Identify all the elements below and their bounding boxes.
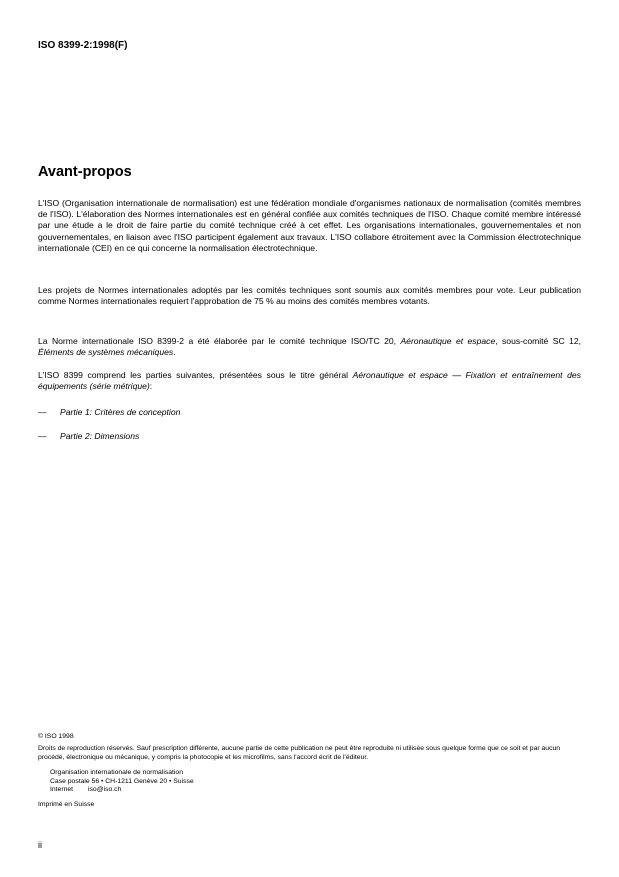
- list-dash: —: [38, 407, 47, 417]
- document-id: ISO 8399-2:1998(F): [38, 40, 128, 51]
- paragraph-text: :: [149, 381, 153, 392]
- page-number: ii: [38, 840, 42, 850]
- foreword-paragraph-2: Les projets de Normes internationales adoptés par les comités techniques sont soumis aux comités membres pour vote. Leur publication comme Normes internationales requiert l'approbation de 75 % au moins des comités membres votants.: [38, 285, 581, 307]
- internet-line: [50, 786, 595, 795]
- rights-statement: Droits de reproduction réservés. Sauf prescription différente, aucune partie de cette publication ne peut être reproduite ni utilisée sous quelque forme que ce soit et par aucun procédé, électronique ou mécanique, y compris la photocopie et les microfilms, sans l'accord écrit de l'éditeur.: [38, 745, 561, 761]
- list-item: [38, 407, 180, 418]
- tc-title: Aéronautique et espace: [400, 336, 496, 346]
- foreword-paragraph-3: [38, 336, 581, 358]
- email-address: iso@iso.ch: [88, 786, 122, 794]
- foreword-paragraph-1: L'ISO (Organisation internationale de normalisation) est une fédération mondiale d'organismes nationaux de normalisation (comités membres de l'ISO). L'élaboration des Normes internationales est en général confiée aux comités techniques de l'ISO. Chaque comité membre intéressé par une étude a le droit de faire partie du comité technique créé à cet effet. Les organisations internationales, gouvernementales et non gouvernementales, en liaison avec l'ISO participent également aux travaux. L'ISO collabore étroitement avec la Commission électrotechnique internationale (CEI) en ce qui concerne la normalisation électrotechnique.: [38, 198, 581, 253]
- general-title: Aéronautique et espace — Fixation et entraînement des équipements (série métrique): [38, 370, 581, 392]
- foreword-title: Avant-propos: [38, 164, 132, 180]
- copyright-notice: © ISO 1998: [38, 733, 74, 740]
- sc-title: Éléments de systèmes mécaniques: [38, 347, 174, 358]
- internet-label: Internet: [50, 786, 74, 794]
- organization-name: Organisation internationale de normalisation: [50, 769, 183, 776]
- printed-in: Imprimé en Suisse: [38, 801, 95, 808]
- list-item: [38, 431, 139, 442]
- postal-address: Case postale 56 • CH-1211 Genève 20 • Suisse: [50, 777, 194, 785]
- paragraph-text: .: [173, 347, 176, 358]
- foreword-paragraph-4: [38, 370, 581, 392]
- paragraph-text: L'ISO 8399 comprend les parties suivantes, présentées sous le titre général: [38, 370, 353, 380]
- paragraph-text: , sous-comité SC 12,: [495, 336, 582, 346]
- part-label: Partie 1: Critères de conception: [60, 407, 181, 417]
- part-label: Partie 2: Dimensions: [60, 431, 140, 441]
- paragraph-text: La Norme internationale ISO 8399-2 a été élaborée par le comité technique ISO/TC 20,: [38, 336, 401, 346]
- publisher-address: [50, 769, 595, 795]
- list-dash: —: [38, 431, 47, 441]
